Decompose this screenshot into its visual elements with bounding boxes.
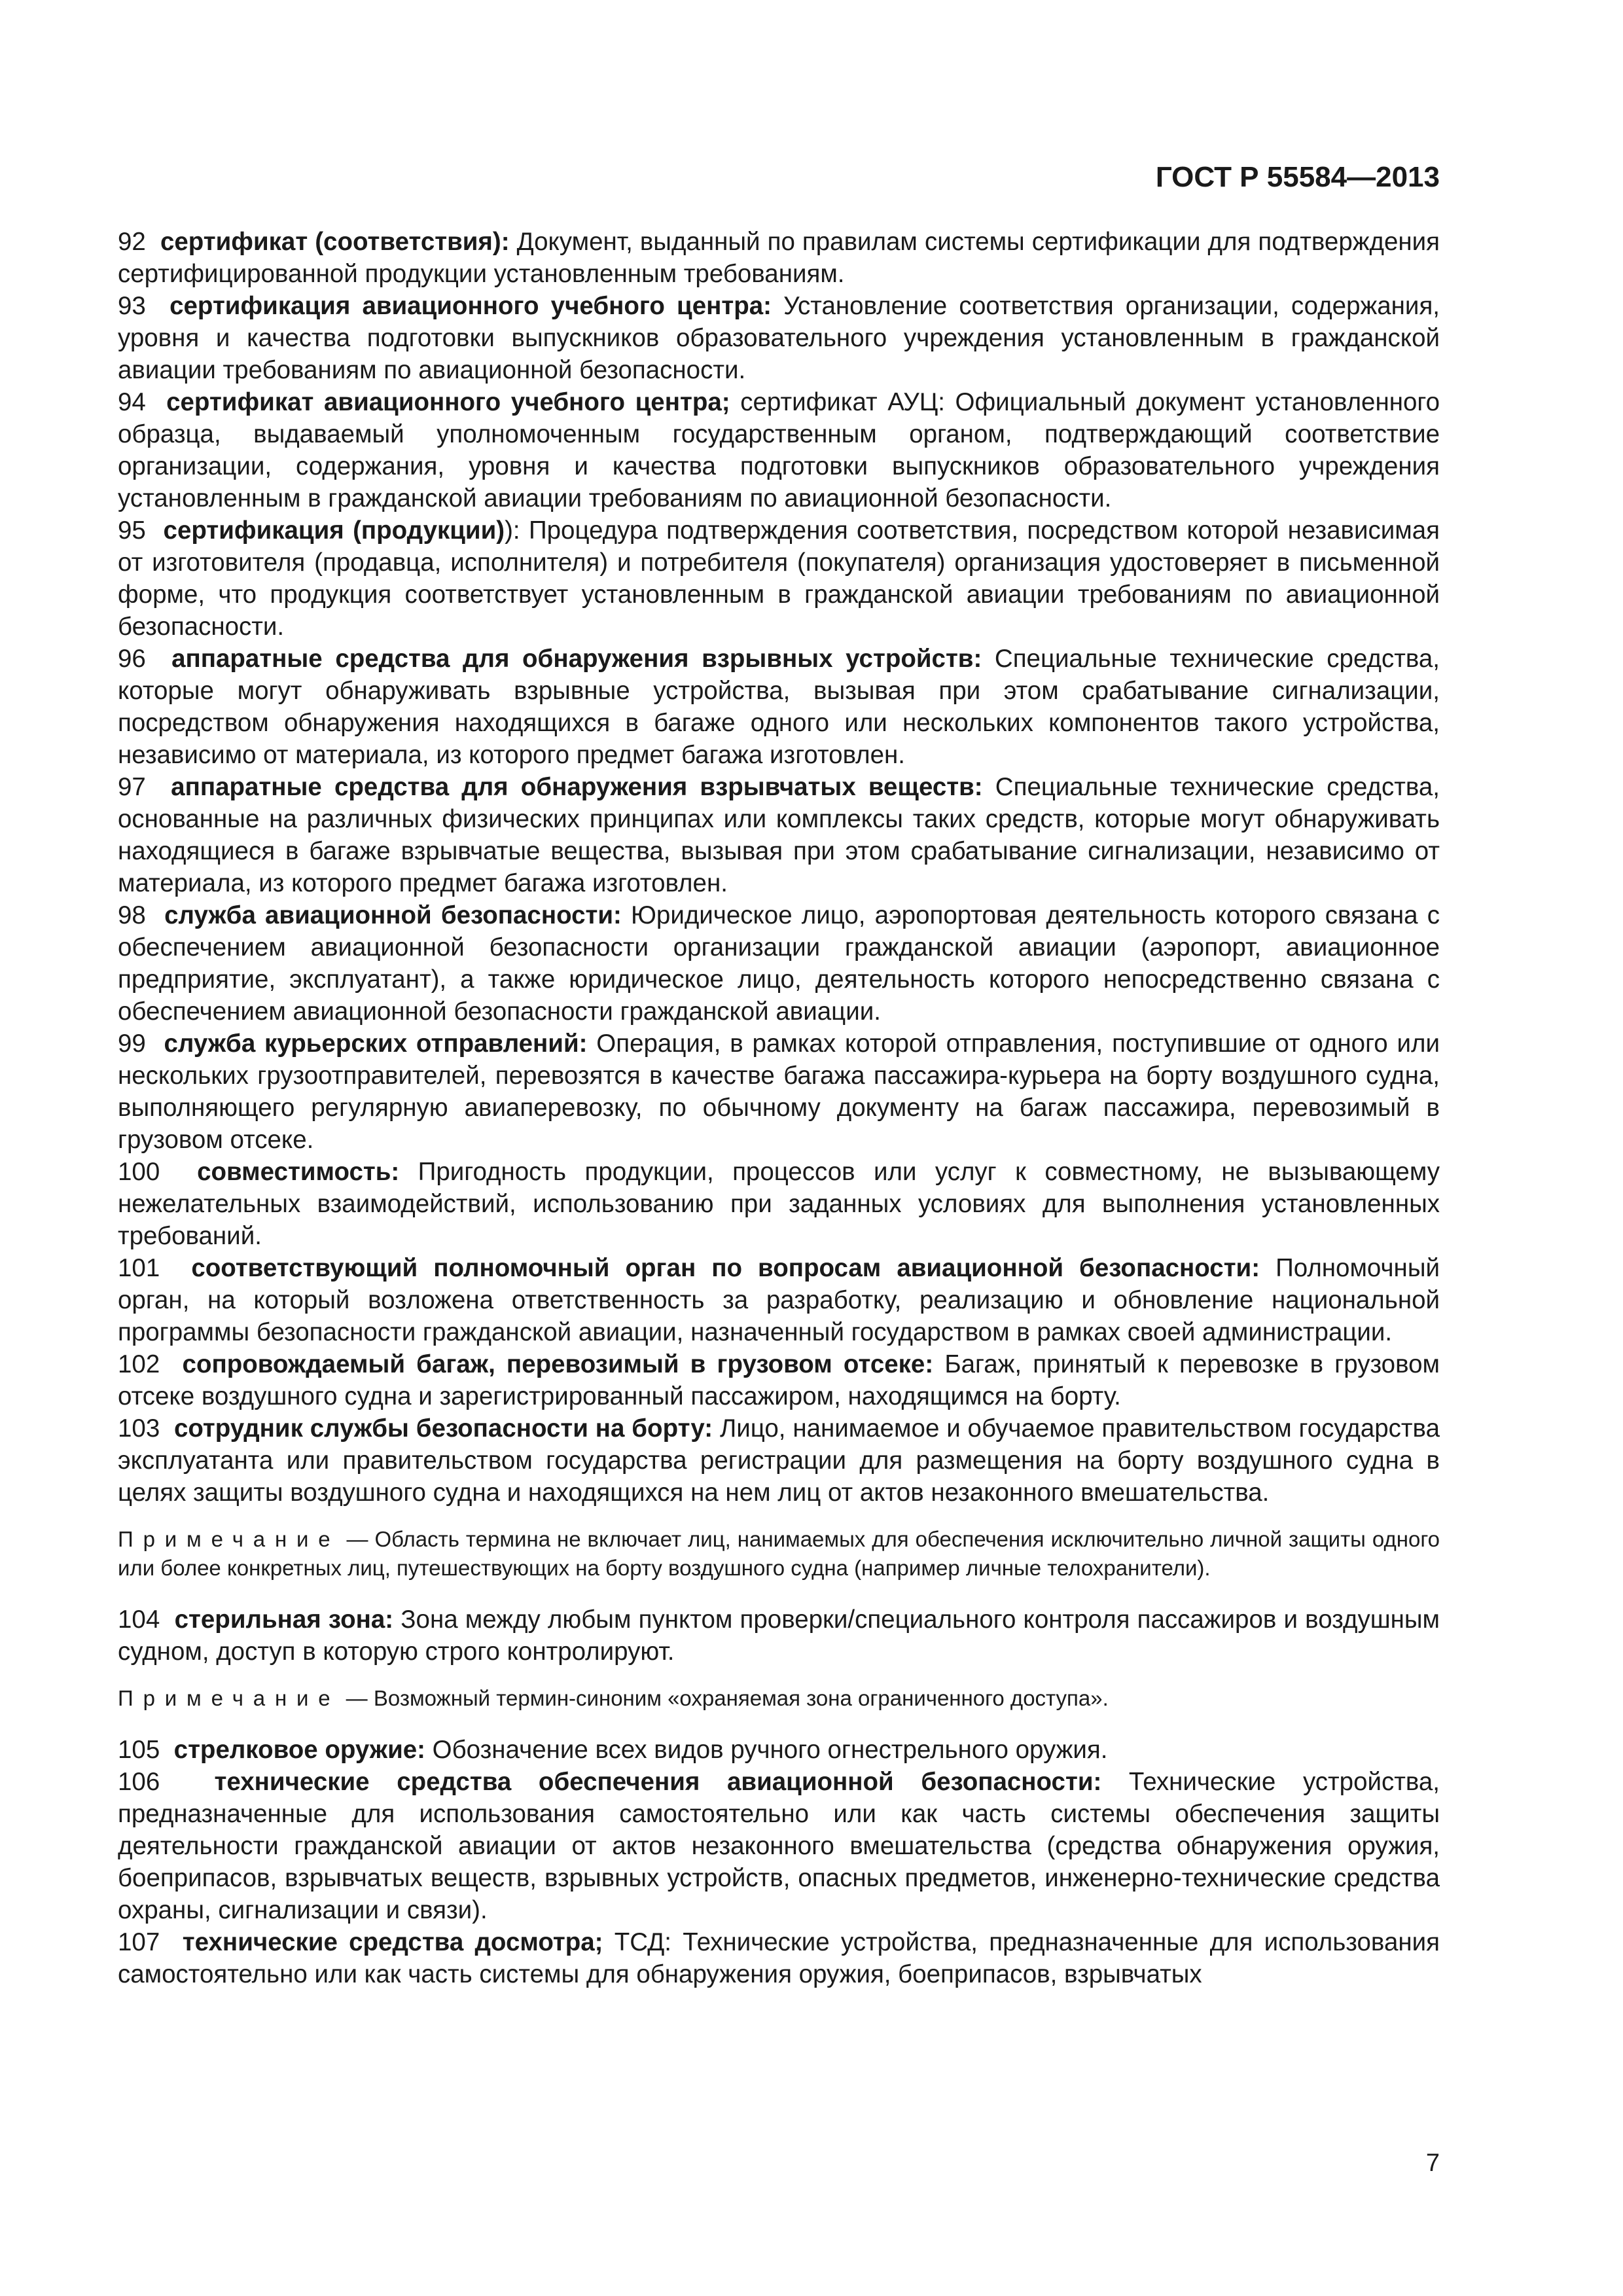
entry-term: сертификат (соответствия): bbox=[160, 228, 510, 256]
entry-term: сертификация (продукции) bbox=[163, 516, 505, 545]
entry-number: 102 bbox=[118, 1350, 160, 1378]
entry-term: технические средства досмотра; bbox=[182, 1928, 603, 1956]
note-label: Примечание bbox=[118, 1686, 340, 1710]
entry-number: 93 bbox=[118, 292, 146, 320]
definition-entry bbox=[118, 1252, 1440, 1348]
entry-text: Операция, в рамках которой отправления, поступившие от одного или нескольких грузоотправителей, перевозятся в качестве багажа пассажира-курьера на борту воздушного судна, выполняющего регулярную авиаперевозку, по обычному документу на багаж пассажира, перевозимый в грузовом отсеке. bbox=[118, 1030, 1440, 1154]
entry-number: 106 bbox=[118, 1768, 160, 1796]
entry-term: сертификация авиационного учебного центра: bbox=[169, 292, 772, 320]
definition-entry bbox=[118, 1412, 1440, 1509]
entry-number: 92 bbox=[118, 228, 146, 256]
definition-entry bbox=[118, 514, 1440, 643]
entry-term: сопровождаемый багаж, перевозимый в грузовом отсеке: bbox=[182, 1350, 934, 1378]
definition-entry bbox=[118, 1604, 1440, 1668]
note-text: — Возможный термин-синоним «охраняемая зона ограниченного доступа». bbox=[340, 1686, 1109, 1710]
entry-number: 99 bbox=[118, 1030, 146, 1058]
entry-text: Полномочный орган, на который возложена ответственность за разработку, реализацию и обновление национальной программы безопасности гражданской авиации, назначенный государством в рамках своей администрации. bbox=[118, 1254, 1440, 1346]
definition-entry bbox=[118, 1734, 1440, 1766]
entry-number: 104 bbox=[118, 1605, 160, 1634]
note-text: — Область термина не включает лиц, нанимаемых для обеспечения исключительно личной защиты одного или более конкретных лиц, путешествующих на борту воздушного судна (например личные телохранители). bbox=[118, 1527, 1440, 1580]
entry-term: аппаратные средства для обнаружения взрывных устройств: bbox=[171, 645, 982, 673]
entry-number: 97 bbox=[118, 773, 146, 801]
entry-term: соответствующий полномочный орган по вопросам авиационной безопасности: bbox=[191, 1254, 1260, 1282]
entry-number: 105 bbox=[118, 1736, 160, 1764]
entry-number: 103 bbox=[118, 1414, 160, 1443]
entry-text: Лицо, нанимаемое и обучаемое правительством государства эксплуатанта или правительством государства регистрации для размещения на борту воздушного судна в целях защиты воздушного судна и находящихся на нем лиц от актов незаконного вмешательства. bbox=[118, 1414, 1440, 1507]
entry-text: ТСД: Технические устройства, предназначенные для использования самостоятельно или как часть системы для обнаружения оружия, боеприпасов, взрывчатых bbox=[118, 1928, 1440, 1988]
entry-term: сертификат авиационного учебного центра; bbox=[166, 388, 730, 416]
entry-term: служба курьерских отправлений: bbox=[164, 1030, 588, 1058]
definition-entry bbox=[118, 1028, 1440, 1156]
entry-number: 100 bbox=[118, 1158, 160, 1186]
entry-text: ): Процедура подтверждения соответствия, посредством которой независимая от изготовителя (продавца, исполнителя) и потребителя (покупателя) организация удостоверяет в письменной форме, что продукция соответствует установленным в гражданской авиации требованиям по авиационной безопасности. bbox=[118, 516, 1440, 641]
entry-text: Установление соответствия организации, содержания, уровня и качества подготовки выпускников образовательного учреждения установленным в гражданской авиации требованиям по авиационной безопасности. bbox=[118, 292, 1440, 384]
definition-entry bbox=[118, 643, 1440, 771]
definition-entry bbox=[118, 1156, 1440, 1252]
note bbox=[118, 1525, 1440, 1583]
entry-text: Багаж, принятый к перевозке в грузовом отсеке воздушного судна и зарегистрированный пассажиром, находящимся на борту. bbox=[118, 1350, 1440, 1410]
note bbox=[118, 1684, 1440, 1713]
definition-entry bbox=[118, 226, 1440, 290]
entry-term: технические средства обеспечения авиационной безопасности: bbox=[214, 1768, 1102, 1796]
entry-text: Пригодность продукции, процессов или услуг к совместному, не вызывающему нежелательных взаимодействий, использованию при заданных условиях для выполнения установленных требований. bbox=[118, 1158, 1440, 1250]
entry-term: аппаратные средства для обнаружения взрывчатых веществ: bbox=[171, 773, 983, 801]
entry-number: 98 bbox=[118, 901, 146, 929]
definition-entry bbox=[118, 1766, 1440, 1926]
entry-number: 96 bbox=[118, 645, 146, 673]
document-id: ГОСТ Р 55584—2013 bbox=[1155, 161, 1440, 193]
entry-text: Зона между любым пунктом проверки/специального контроля пассажиров и воздушным судном, доступ в которую строго контролируют. bbox=[118, 1605, 1440, 1666]
entry-term: служба авиационной безопасности: bbox=[164, 901, 622, 929]
definition-entry bbox=[118, 1348, 1440, 1412]
entry-number: 107 bbox=[118, 1928, 160, 1956]
document-body bbox=[118, 226, 1440, 1990]
page-number: 7 bbox=[1425, 2149, 1440, 2177]
entry-term: стрелковое оружие: bbox=[173, 1736, 425, 1764]
entry-number: 94 bbox=[118, 388, 146, 416]
definition-entry bbox=[118, 1926, 1440, 1990]
entry-term: стерильная зона: bbox=[174, 1605, 394, 1634]
entry-term: совместимость: bbox=[197, 1158, 400, 1186]
entry-text: Документ, выданный по правилам системы сертификации для подтверждения сертифицированной продукции установленным требованиям. bbox=[118, 228, 1440, 288]
entry-text: Специальные технические средства, основанные на различных физических принципах или комплексы таких средств, которые могут обнаруживать находящиеся в багаже взрывчатые вещества, вызывая при этом срабатывание сигнализации, независимо от материала, из которого предмет багажа изготовлен. bbox=[118, 773, 1440, 897]
entry-text: сертификат АУЦ: Официальный документ установленного образца, выдаваемый уполномоченным государственным органом, подтверждающий соответствие организации, содержания, уровня и качества подготовки выпускников образовательного учреждения установленным в гражданской авиации требованиям по авиационной безопасности. bbox=[118, 388, 1440, 512]
definition-entry bbox=[118, 899, 1440, 1028]
definition-entry bbox=[118, 771, 1440, 899]
entry-term: сотрудник службы безопасности на борту: bbox=[173, 1414, 713, 1443]
entry-number: 95 bbox=[118, 516, 146, 545]
definition-entry bbox=[118, 386, 1440, 514]
definition-entry bbox=[118, 290, 1440, 386]
entry-text: Обозначение всех видов ручного огнестрельного оружия. bbox=[425, 1736, 1108, 1764]
entry-text: Специальные технические средства, которые могут обнаруживать взрывные устройства, вызывая при этом срабатывание сигнализации, посредством обнаружения находящихся в багаже одного или нескольких компонентов такого устройства, независимо от материала, из которого предмет багажа изготовлен. bbox=[118, 645, 1440, 769]
entry-text: Технические устройства, предназначенные для использования самостоятельно или как часть системы обеспечения защиты деятельности гражданской авиации от актов незаконного вмешательства (средства обнаружения оружия, боеприпасов, взрывчатых веществ, взрывных устройств, опасных предметов, инженерно-технические средства охраны, сигнализации и связи). bbox=[118, 1768, 1440, 1924]
entry-text: Юридическое лицо, аэропортовая деятельность которого связана с обеспечением авиационной безопасности организации гражданской авиации (аэропорт, авиационное предприятие, эксплуатант), а также юридическое лицо, деятельность которого непосредственно связана с обеспечением авиационной безопасности гражданской авиации. bbox=[118, 901, 1440, 1026]
note-label: Примечание bbox=[118, 1527, 340, 1551]
entry-number: 101 bbox=[118, 1254, 160, 1282]
